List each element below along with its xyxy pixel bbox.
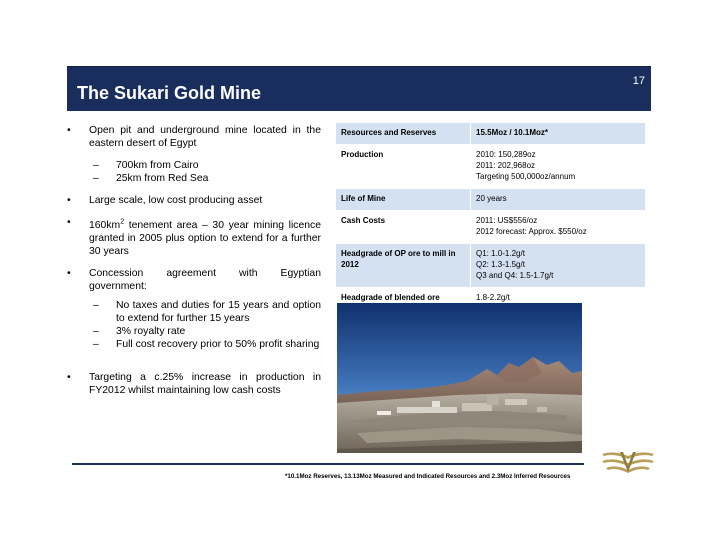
page-title: The Sukari Gold Mine (77, 83, 262, 103)
value-line: 2010: 150,289oz (476, 150, 536, 159)
sub-bullet-list (67, 159, 321, 185)
dash-icon: – (93, 326, 99, 338)
value-line: Q3 and Q4: 1.5-1.7g/t (476, 271, 554, 280)
row-label: Headgrade of OP ore to mill in 2012 (336, 244, 471, 288)
row-label: Resources and Reserves (336, 123, 471, 145)
row-label: Cash Costs (336, 211, 471, 244)
bullet-list (67, 124, 321, 406)
superscript: 2 (120, 219, 125, 226)
value-line: Q1: 1.0-1.2g/t (476, 249, 525, 258)
sub-bullet-item (67, 172, 321, 185)
value-line: Targeting 500,000oz/annum (476, 172, 576, 181)
bullet-item (67, 124, 321, 150)
sub-bullet-item (67, 338, 321, 351)
value-line: 1.8-2.2g/t (476, 293, 510, 302)
bullet-icon: • (67, 195, 71, 206)
row-value (471, 211, 646, 244)
bullet-icon: • (67, 125, 71, 136)
dash-icon: – (93, 173, 99, 184)
bullet-item (67, 194, 321, 207)
value-line: 2011: US$556/oz (476, 216, 538, 225)
bullet-text: Concession agreement with Egyptian government: (89, 268, 321, 293)
dash-icon: – (93, 300, 99, 312)
dash-icon: – (93, 160, 99, 171)
bullet-text (89, 220, 321, 257)
title-bar (67, 66, 651, 111)
sub-bullet-text: 3% royalty rate (116, 326, 186, 338)
table-row (336, 244, 646, 288)
mine-photo (337, 303, 582, 453)
table-row (336, 145, 646, 189)
bullet-icon: • (67, 217, 71, 228)
company-logo (600, 448, 656, 481)
bullet-text-suffix: tenement area – 30 year mining licence granted in 2005 plus option to extend for a further 30 years (89, 220, 321, 258)
footnote: *10.1Moz Reserves, 13.13Moz Measured and Indicated Resources and 2.3Moz Inferred Resources (285, 473, 571, 480)
value-line: Q2: 1.3-1.5g/t (476, 260, 525, 269)
dash-icon: – (93, 339, 99, 351)
value-line: 20 years (476, 194, 507, 203)
sub-bullet-text: Full cost recovery prior to 50% profit sharing (116, 339, 320, 351)
footer-divider (72, 463, 584, 465)
bullet-item (67, 371, 321, 397)
sub-bullet-text: 25km from Red Sea (116, 173, 209, 184)
sub-bullet-item (67, 325, 321, 338)
logo-icon (600, 448, 656, 476)
bullet-text: Large scale, low cost producing asset (89, 195, 263, 206)
row-value (471, 145, 646, 189)
row-label: Life of Mine (336, 189, 471, 211)
row-value (471, 189, 646, 211)
page-number: 17 (632, 75, 645, 87)
sub-bullet-item (67, 159, 321, 172)
bullet-icon: • (67, 372, 71, 384)
sub-bullet-list (67, 299, 321, 351)
table-row (336, 123, 646, 145)
value-line: 2012 forecast: Approx. $550/oz (476, 227, 587, 236)
sub-bullet-text: 700km from Cairo (116, 160, 199, 171)
row-value (471, 244, 646, 288)
bullet-text-prefix: 160km (89, 220, 121, 232)
bullet-icon: • (67, 268, 71, 280)
table-row (336, 189, 646, 211)
table-row (336, 211, 646, 244)
row-label: Production (336, 145, 471, 189)
mine-facts-table (335, 122, 646, 321)
row-label: Headgrade of blended ore (336, 288, 471, 321)
value-line: 15.5Moz / 10.1Moz* (476, 128, 549, 137)
sub-bullet-text: No taxes and duties for 15 years and option to extend for further 15 years (116, 300, 321, 325)
value-line: 2011: 202,968oz (476, 161, 536, 170)
bullet-text: Targeting a c.25% increase in production in FY2012 whilst maintaining low cash costs (89, 372, 321, 397)
sub-bullet-item (67, 299, 321, 325)
bullet-text: Open pit and underground mine located in the eastern desert of Egypt (89, 125, 321, 149)
mine-landscape-image (337, 303, 582, 453)
bullet-item (67, 216, 321, 258)
row-value (471, 123, 646, 145)
bullet-item (67, 267, 321, 293)
